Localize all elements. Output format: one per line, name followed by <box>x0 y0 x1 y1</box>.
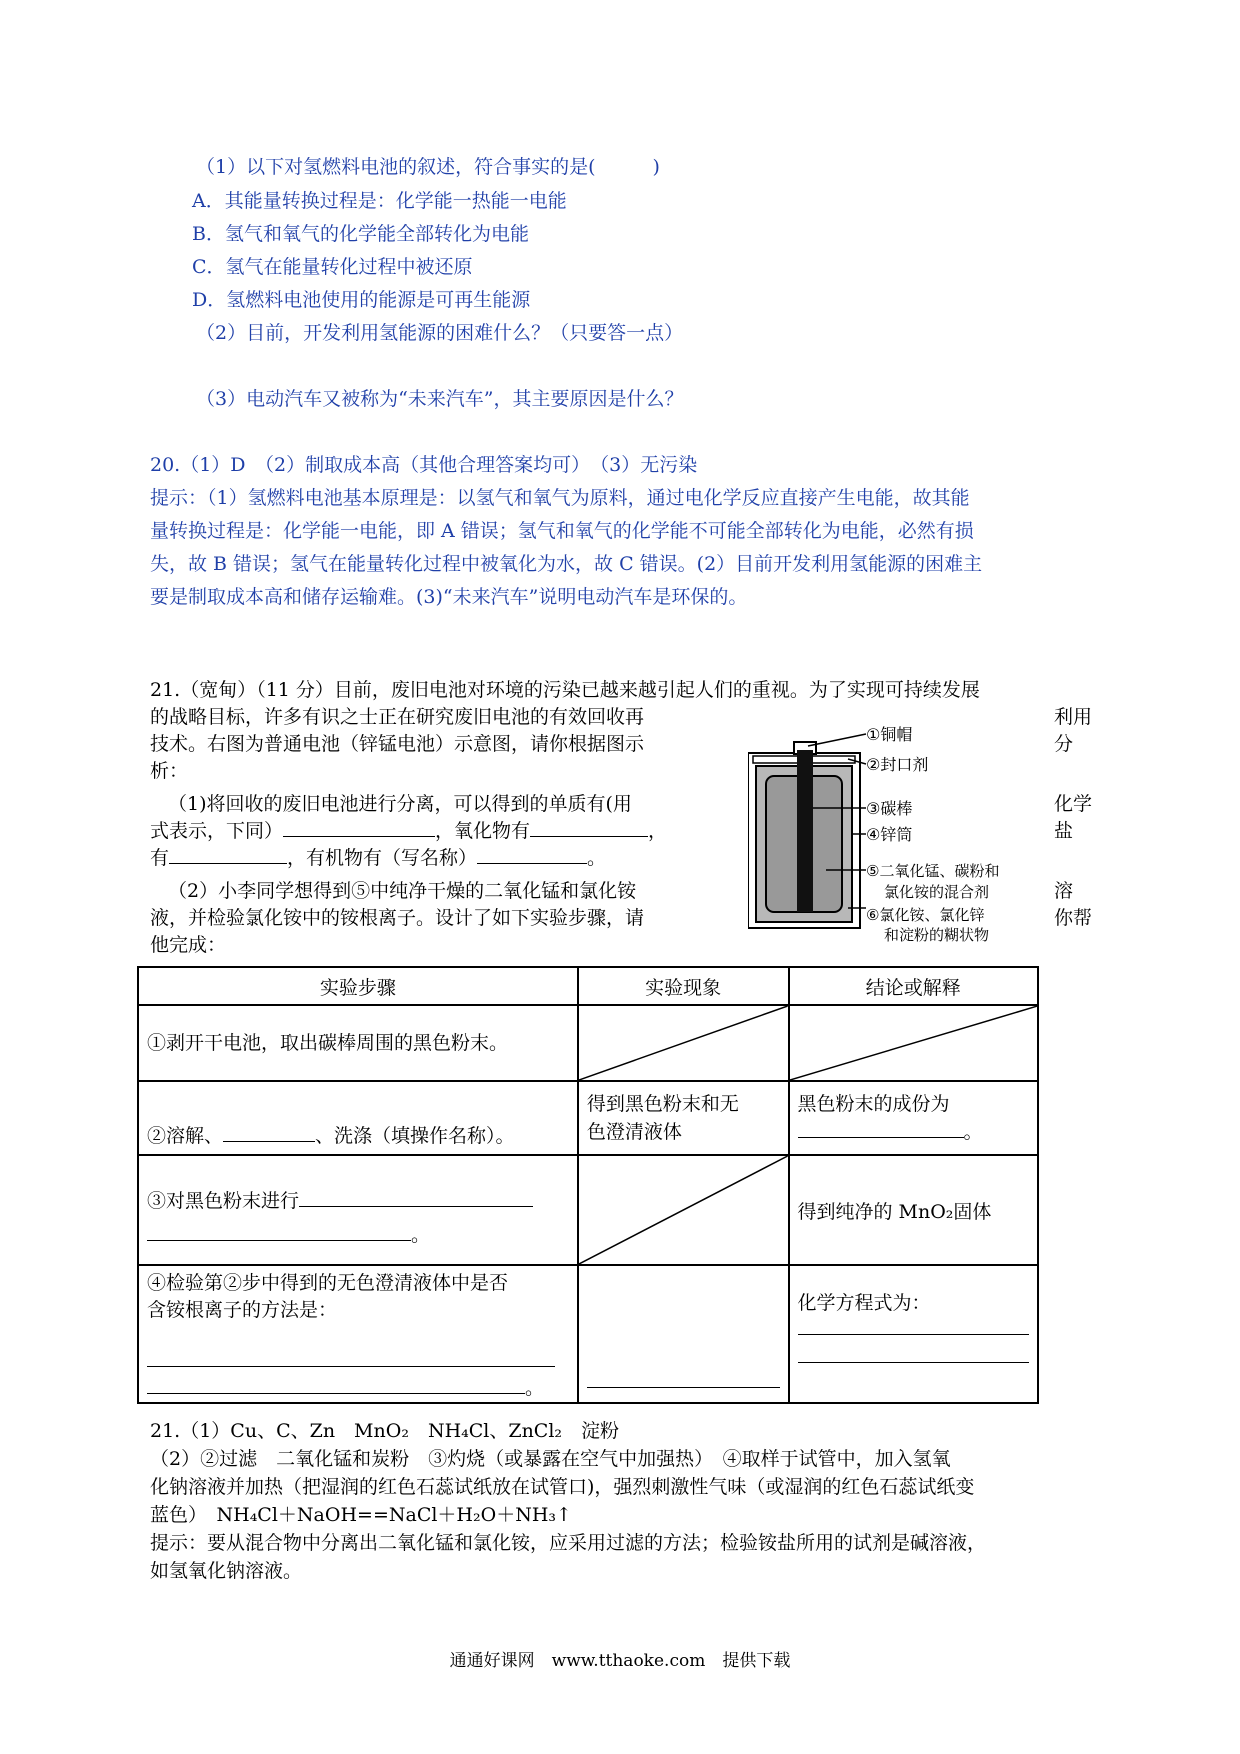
q20-part1: （1）以下对氢燃料电池的叙述，符合事实的是( ) <box>196 156 660 178</box>
header-conclusion: 结论或解释 <box>789 967 1039 1005</box>
page-footer: 通通好课网 www.tthaoke.com 提供下载 <box>449 1651 791 1671</box>
q21-line-3: 技术。右图为普通电池（锌锰电池）示意图，请你根据图示 <box>150 733 645 755</box>
q21-line-2-right: 利用 <box>1054 706 1093 728</box>
q20-option-b: B．氢气和氧气的化学能全部转化为电能 <box>192 223 529 245</box>
q21-line-9: 液，并检验氯化铵中的铵根离子。设计了如下实验步骤，请 <box>150 907 645 929</box>
q20-option-a: A．其能量转换过程是：化学能一热能一电能 <box>192 190 567 212</box>
row2-observation <box>578 1081 789 1155</box>
q21-line-7-b: ，有机物有（写名称） <box>287 847 478 869</box>
q21-line-5-right: 化学 <box>1054 793 1093 815</box>
q21-line-6-a: 式表示，下同） <box>150 820 284 842</box>
battery-diagram <box>748 720 1028 960</box>
header-observation: 实验现象 <box>578 967 789 1005</box>
row3-step-line-2 <box>147 1218 569 1252</box>
q21-line-6 <box>150 818 667 844</box>
row1-observation-na <box>578 1005 789 1081</box>
blank-powder-treatment-2[interactable] <box>147 1222 411 1241</box>
q21-line-4: 析： <box>150 760 189 782</box>
row4-step-line-1: ④检验第②步中得到的无色澄清液体中是否 <box>147 1272 509 1294</box>
row2-observation-1: 得到黑色粉末和无 <box>586 1093 739 1115</box>
q20-option-c: C．氢气在能量转化过程中被还原 <box>192 256 473 278</box>
row4-observation <box>578 1265 789 1403</box>
blank-black-powder[interactable] <box>798 1119 964 1138</box>
row1-step: ①剥开干电池，取出碳棒周围的黑色粉末。 <box>138 1005 578 1081</box>
answer-20-hint-1: 提示：（1）氢燃料电池基本原理是：以氢气和氧气为原料，通过电化学反应直接产生电能，故其能 <box>150 487 970 509</box>
q21-line-6-b: ，氧化物有 <box>435 820 531 842</box>
q21-line-2: 的战略目标，许多有识之士正在研究废旧电池的有效回收再 <box>150 706 645 728</box>
answer-21-line-1: 21.（1）Cu、C、Zn MnO₂ NH₄Cl、ZnCl₂ 淀粉 <box>150 1420 620 1442</box>
row3-step <box>138 1155 578 1265</box>
diagram-label-3: ③碳棒 <box>866 799 913 818</box>
q20-part3: （3）电动汽车又被称为“未来汽车”，其主要原因是什么？ <box>196 388 684 410</box>
q21-line-1: 21.（宽甸）（11 分）目前，废旧电池对环境的污染已越来越引起人们的重视。为了实现可持续发展 <box>150 679 980 701</box>
blank-ammonium-test-2[interactable] <box>147 1375 525 1394</box>
blank-equation-1[interactable] <box>798 1334 1030 1335</box>
q21-line-10: 他完成： <box>150 934 227 956</box>
row4-step-line-2: 含铵根离子的方法是： <box>147 1299 338 1321</box>
row4-answer-line-1 <box>147 1348 569 1375</box>
answer-20: 20.（1）D （2）制取成本高（其他合理答案均可） （3）无污染 <box>150 454 698 476</box>
row3-step-end: 。 <box>411 1224 431 1246</box>
diagram-label-2: ②封口剂 <box>866 755 929 774</box>
q21-line-3-right: 分 <box>1054 733 1074 755</box>
blank-elements[interactable] <box>283 818 435 837</box>
row2-conclusion-label: 黑色粉末的成份为 <box>797 1093 950 1115</box>
blank-salts[interactable] <box>169 845 287 864</box>
answer-20-hint-4: 要是制取成本高和储存运输难。(3)“未来汽车”说明电动汽车是环保的。 <box>150 586 748 608</box>
row4-conclusion-label: 化学方程式为： <box>797 1292 931 1314</box>
answer-20-hint-3: 失，故 B 错误；氢气在能量转化过程中被氧化为水，故 C 错误。(2）目前开发利用氢能源的困难主 <box>150 553 983 575</box>
blank-ammonium-test-1[interactable] <box>147 1348 555 1367</box>
row2-conclusion-answer <box>798 1118 1030 1146</box>
row4-step-end: 。 <box>525 1377 545 1399</box>
row2-observation-2: 色澄清液体 <box>586 1121 682 1143</box>
blank-row4-observation[interactable] <box>587 1387 780 1388</box>
blank-organics[interactable] <box>477 845 587 864</box>
answer-21-line-5: 提示：要从混合物中分离出二氧化锰和氯化铵，应采用过滤的方法；检验铵盐所用的试剂是碱溶液， <box>150 1532 987 1554</box>
answer-21-line-4: 蓝色） NH₄Cl＋NaOH==NaCl＋H₂O＋NH₃↑ <box>150 1504 572 1526</box>
diagram-label-6b: 和淀粉的糊状物 <box>884 926 990 944</box>
row3-step-line <box>147 1184 569 1218</box>
q21-line-7 <box>150 845 606 871</box>
blank-equation-2[interactable] <box>798 1362 1030 1363</box>
row4-conclusion <box>789 1265 1039 1403</box>
q21-line-7-a: 有 <box>150 847 170 869</box>
q20-option-d: D．氢燃料电池使用的能源是可再生能源 <box>192 289 531 311</box>
row3-observation-na <box>578 1155 789 1265</box>
row2-step-a: ②溶解、 <box>147 1125 224 1147</box>
row4-step <box>138 1265 578 1403</box>
row4-answer-line-2 <box>147 1375 569 1402</box>
diagram-label-6: ⑥氯化铵、氯化锌 <box>866 906 985 924</box>
answer-21-line-3: 化钠溶液并加热（把湿润的红色石蕊试纸放在试管口)，强烈刺激性气味（或湿润的红色石蕊试纸变 <box>150 1476 975 1498</box>
row2-conclusion-end: 。 <box>963 1121 983 1143</box>
q21-line-6-right: 盐 <box>1054 820 1074 842</box>
blank-powder-treatment[interactable] <box>299 1188 533 1207</box>
row3-conclusion: 得到纯净的 MnO₂固体 <box>789 1155 1039 1265</box>
diagram-label-4: ④锌筒 <box>866 825 913 844</box>
diagram-label-5: ⑤二氧化锰、碳粉和 <box>866 862 1000 880</box>
row2-step-b: 、洗涤（填操作名称）。 <box>315 1125 515 1147</box>
diagram-label-1: ①铜帽 <box>866 725 913 744</box>
answer-21-line-2: （2）②过滤 二氧化锰和炭粉 ③灼烧（或暴露在空气中加强热） ④取样于试管中，加入氢氧 <box>150 1448 951 1470</box>
row3-step-text: ③对黑色粉末进行 <box>147 1190 300 1212</box>
q20-part2: （2）目前，开发利用氢能源的困难什么？（只要答一点） <box>196 322 684 344</box>
q21-line-8: （2）小李同学想得到⑤中纯净干燥的二氧化锰和氯化铵 <box>168 880 637 902</box>
header-step: 实验步骤 <box>138 967 578 1005</box>
answer-21-line-6: 如氢氧化钠溶液。 <box>150 1560 303 1582</box>
q21-line-7-c: 。 <box>587 847 607 869</box>
q21-line-6-c: ， <box>648 820 668 842</box>
blank-oxides[interactable] <box>530 818 648 837</box>
answer-20-hint-2: 量转换过程是：化学能一电能，即 A 错误；氢气和氧气的化学能不可能全部转化为电能，必然有损 <box>150 520 974 542</box>
diagram-label-5b: 氯化铵的混合剂 <box>884 883 990 901</box>
row2-step <box>138 1081 578 1155</box>
blank-operation[interactable] <box>223 1123 315 1142</box>
q21-line-5: （1)将回收的废旧电池进行分离，可以得到的单质有(用 <box>168 793 632 815</box>
row2-conclusion <box>789 1081 1039 1155</box>
experiment-table <box>137 966 1039 1404</box>
q21-line-9-right: 你帮 <box>1054 907 1093 929</box>
row1-conclusion-na <box>789 1005 1039 1081</box>
q21-line-8-right: 溶 <box>1054 880 1074 902</box>
